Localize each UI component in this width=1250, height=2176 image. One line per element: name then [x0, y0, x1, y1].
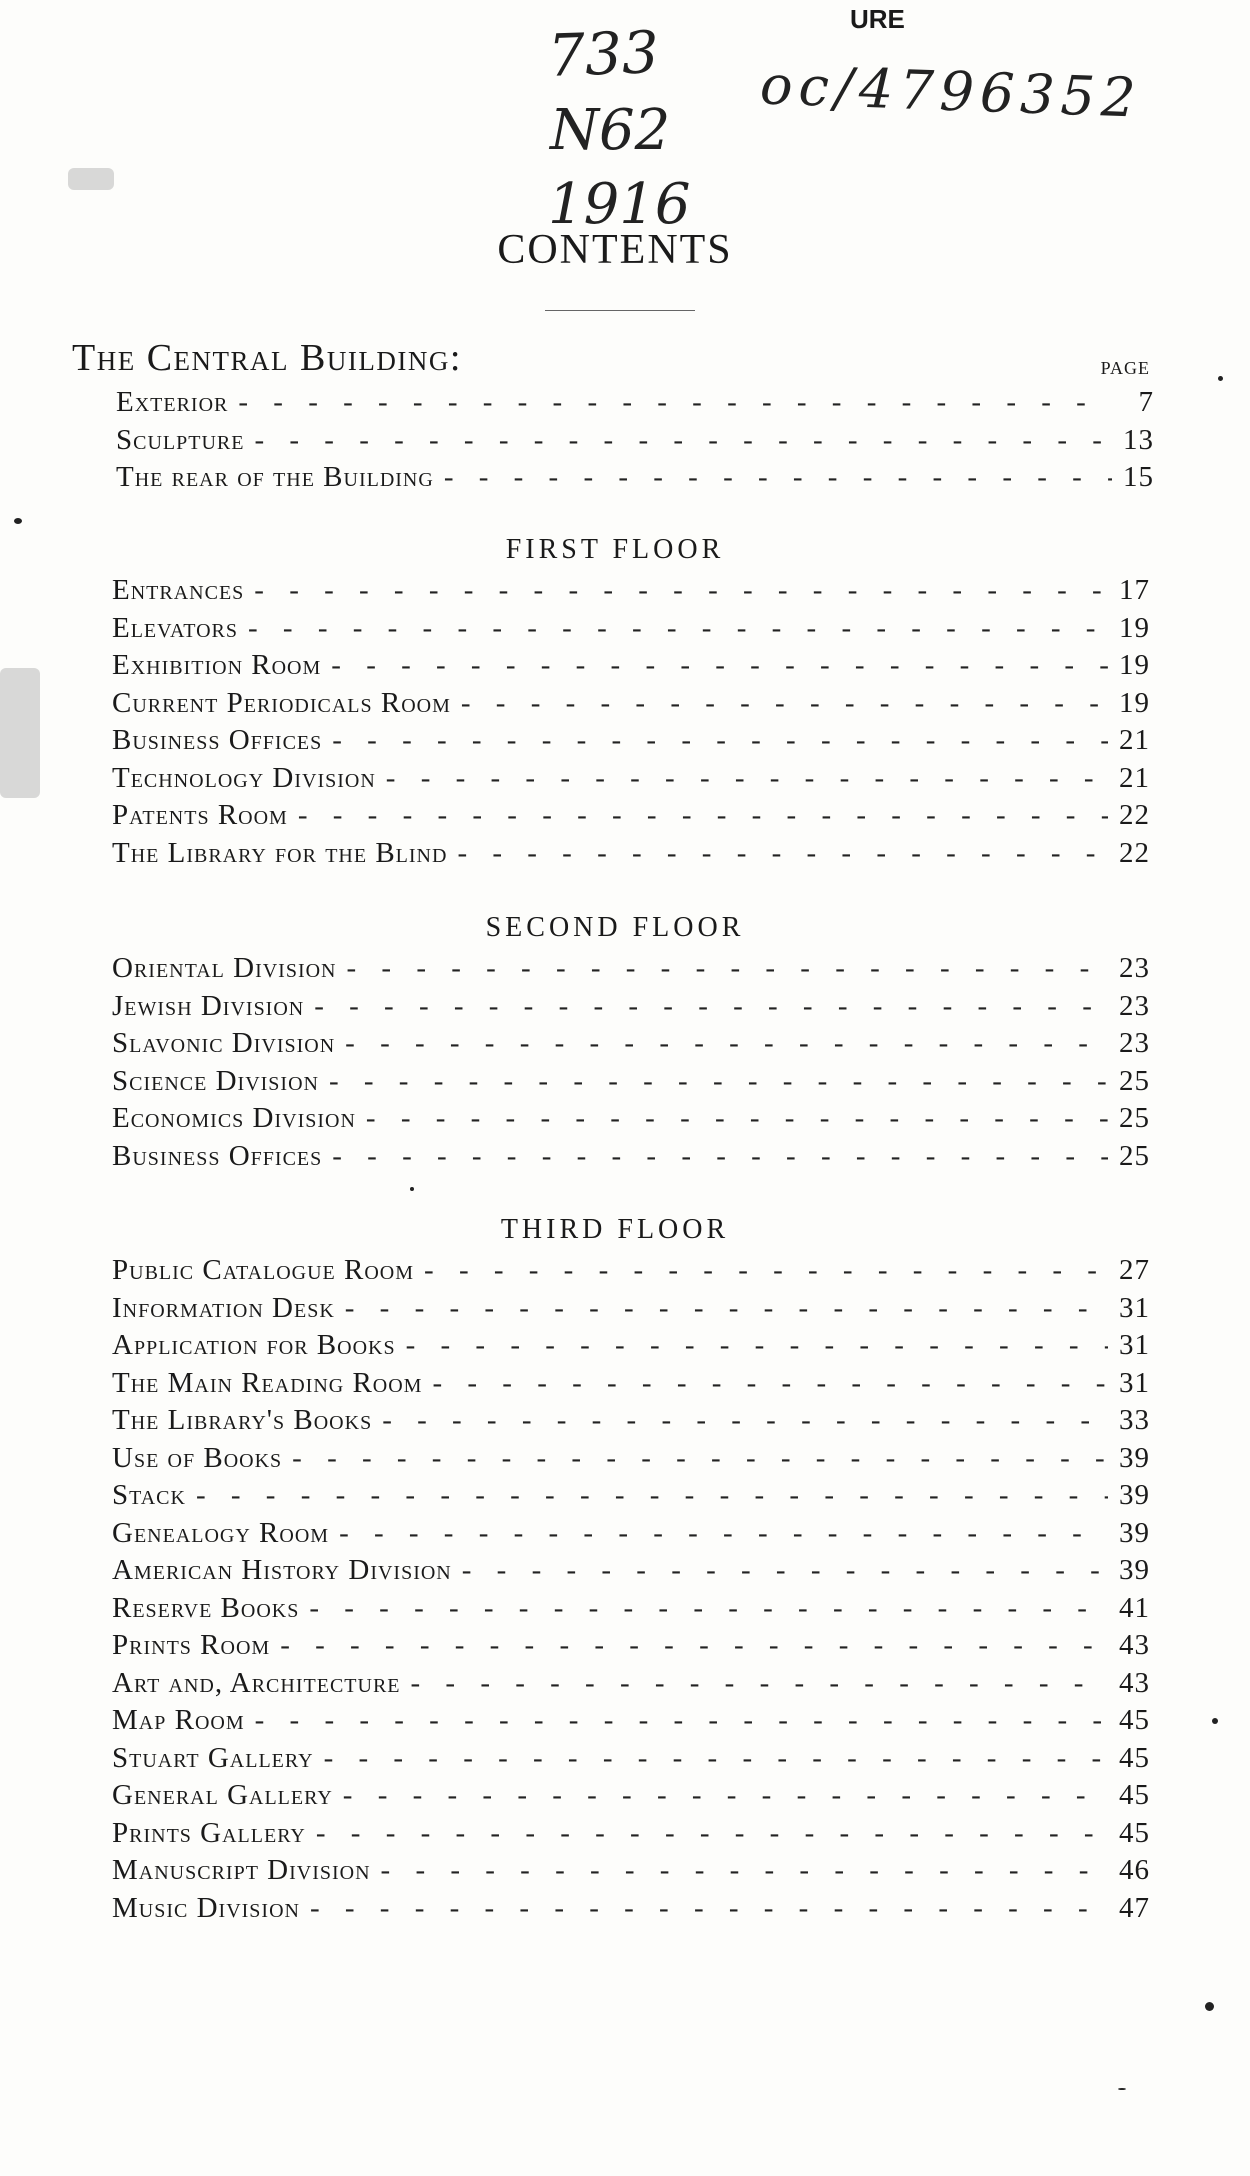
toc-entry — [112, 1554, 1150, 1592]
scan-speck — [1118, 2088, 1126, 2090]
dot-leader — [382, 1404, 1108, 1437]
toc-entry — [112, 952, 1150, 990]
toc-entry-label: Business Offices — [112, 724, 323, 756]
toc-entry-page: 25 — [1119, 1064, 1150, 1097]
toc-entry-label: American History Division — [112, 1554, 452, 1586]
dot-leader — [310, 1892, 1108, 1925]
first-floor-heading: FIRST FLOOR — [505, 534, 725, 565]
toc-entry — [112, 1629, 1150, 1667]
dot-leader — [381, 1854, 1108, 1887]
toc-entry — [116, 424, 1154, 462]
toc-entry-label: General Gallery — [112, 1779, 333, 1811]
toc-entry-label: Prints Room — [112, 1629, 271, 1661]
toc-entry-page: 31 — [1119, 1366, 1150, 1399]
toc-entry-label: The Main Reading Room — [112, 1366, 423, 1399]
toc-entry-page: 15 — [1123, 461, 1154, 493]
toc-entry-label: Stack — [112, 1479, 186, 1511]
dot-leader — [345, 1027, 1108, 1060]
toc-entry — [112, 724, 1150, 762]
toc-entry-label: Patents Room — [112, 799, 288, 831]
toc-entry-label: The Library for the Blind — [112, 836, 448, 869]
toc-entry — [112, 1027, 1150, 1065]
dot-leader — [432, 1367, 1108, 1400]
toc-entry-page: 45 — [1119, 1704, 1150, 1736]
dot-leader — [386, 762, 1108, 795]
toc-entry-label: Stuart Gallery — [112, 1741, 314, 1774]
second-floor-heading: SECOND FLOOR — [485, 912, 745, 943]
toc-entry — [112, 799, 1150, 837]
dot-leader — [461, 687, 1108, 720]
toc-entry-label: Sculpture — [116, 423, 245, 456]
dot-leader — [339, 1517, 1108, 1550]
toc-entry-page: 25 — [1119, 1139, 1150, 1172]
toc-entry-page: 39 — [1119, 1479, 1150, 1511]
toc-entry — [112, 649, 1150, 687]
dot-leader — [254, 424, 1112, 457]
toc-entry-label: Public Catalogue Room — [112, 1254, 415, 1286]
central-building-heading: The Central Building: — [72, 337, 462, 379]
toc-entry-page: 33 — [1119, 1404, 1150, 1436]
toc-entry-label: Elevators — [112, 611, 239, 644]
dot-leader — [196, 1479, 1108, 1512]
toc-entry — [112, 1140, 1150, 1178]
toc-entry — [112, 837, 1150, 875]
toc-entry — [112, 1892, 1150, 1930]
dot-leader — [292, 1442, 1108, 1475]
toc-entry-page: 39 — [1119, 1554, 1150, 1586]
dot-leader — [316, 1817, 1108, 1850]
toc-entry — [112, 1329, 1150, 1367]
toc-entry-page: 13 — [1123, 423, 1154, 456]
toc-entry — [112, 1367, 1150, 1405]
toc-entry-label: The Library's Books — [112, 1404, 373, 1436]
toc-entry — [112, 1479, 1150, 1517]
toc-entry-page: 22 — [1119, 799, 1150, 831]
toc-first-floor-list — [112, 574, 1150, 874]
toc-entry-page: 31 — [1119, 1329, 1150, 1361]
toc-entry-label: Manuscript Division — [112, 1854, 371, 1886]
toc-entry-label: Science Division — [112, 1064, 319, 1097]
handwritten-catalog-number: oc/4796352 — [759, 53, 1143, 130]
toc-entry-label: Business Offices — [112, 1139, 323, 1172]
dot-leader — [457, 837, 1108, 870]
toc-entry — [112, 1817, 1150, 1855]
toc-entry — [112, 574, 1150, 612]
dot-leader — [254, 574, 1108, 607]
dot-leader — [329, 1065, 1108, 1098]
dot-leader — [309, 1592, 1108, 1625]
toc-entry — [112, 1704, 1150, 1742]
toc-entry-page: 45 — [1119, 1779, 1150, 1811]
scan-speck — [410, 1187, 414, 1191]
toc-entry — [112, 1592, 1150, 1630]
toc-entry — [112, 1442, 1150, 1480]
toc-entry-page: 31 — [1119, 1291, 1150, 1324]
library-stamp: URE — [850, 4, 905, 34]
scan-speck — [14, 518, 22, 524]
toc-entry-label: The rear of the Building — [116, 461, 434, 493]
dot-leader — [444, 461, 1112, 494]
dot-leader — [343, 1779, 1108, 1812]
toc-entry-label: Oriental Division — [112, 952, 337, 984]
toc-entry-page: 19 — [1119, 611, 1150, 644]
toc-entry-page: 46 — [1119, 1854, 1150, 1886]
scan-speck — [1205, 2002, 1214, 2011]
toc-entry-page: 43 — [1119, 1666, 1150, 1699]
scan-smudge — [68, 168, 114, 190]
dot-leader — [345, 1292, 1108, 1325]
toc-entry-page: 45 — [1119, 1741, 1150, 1774]
toc-entry-label: Music Division — [112, 1891, 300, 1924]
handwritten-call-number-2: N62 — [550, 98, 671, 163]
dot-leader — [255, 1704, 1108, 1737]
toc-entry-page: 23 — [1119, 989, 1150, 1022]
scan-smudge — [0, 668, 40, 798]
toc-entry — [112, 1065, 1150, 1103]
scan-speck — [1212, 1718, 1218, 1724]
toc-entry-label: Use of Books — [112, 1441, 283, 1474]
handwritten-call-number-3: 1916 — [548, 172, 691, 237]
dot-leader — [411, 1667, 1109, 1700]
toc-entry — [112, 1254, 1150, 1292]
dot-leader — [314, 990, 1108, 1023]
handwritten-call-number-1: 733 — [546, 18, 660, 90]
page-title: CONTENTS — [497, 227, 733, 273]
toc-entry-label: Exterior — [116, 386, 229, 418]
toc-entry — [112, 687, 1150, 725]
toc-entry-page: 47 — [1119, 1891, 1150, 1924]
toc-entry — [112, 1667, 1150, 1705]
toc-entry-page: 17 — [1119, 574, 1150, 606]
toc-entry-label: Exhibition Room — [112, 649, 322, 681]
toc-entry-page: 21 — [1119, 724, 1150, 756]
toc-entry-page: 21 — [1119, 761, 1150, 794]
dot-leader — [366, 1102, 1108, 1135]
toc-entry-page: 39 — [1119, 1441, 1150, 1474]
toc-entry-page: 41 — [1119, 1591, 1150, 1624]
toc-entry-label: Application for Books — [112, 1329, 396, 1361]
toc-entry-page: 22 — [1119, 836, 1150, 869]
toc-entry-label: Slavonic Division — [112, 1027, 336, 1059]
toc-entry-page: 25 — [1119, 1102, 1150, 1134]
toc-entry — [112, 990, 1150, 1028]
toc-entry — [112, 612, 1150, 650]
toc-entry-page: 27 — [1119, 1254, 1150, 1286]
toc-building-list — [116, 386, 1154, 499]
page-column-label: PAGE — [1100, 358, 1150, 378]
toc-entry — [112, 1517, 1150, 1555]
toc-entry-label: Reserve Books — [112, 1591, 300, 1624]
dot-leader — [406, 1329, 1108, 1362]
toc-entry-page: 23 — [1119, 1027, 1150, 1059]
toc-entry — [116, 386, 1154, 424]
toc-entry-page: 45 — [1119, 1816, 1150, 1849]
dot-leader — [424, 1254, 1108, 1287]
dot-leader — [462, 1554, 1108, 1587]
dot-leader — [248, 612, 1108, 645]
toc-entry-label: Jewish Division — [112, 989, 305, 1022]
dot-leader — [298, 799, 1108, 832]
toc-second-floor-list — [112, 952, 1150, 1177]
dot-leader — [332, 1140, 1108, 1173]
toc-entry-label: Map Room — [112, 1704, 245, 1736]
toc-entry-label: Technology Division — [112, 761, 376, 794]
toc-entry-label: Prints Gallery — [112, 1816, 306, 1849]
toc-third-floor-list — [112, 1254, 1150, 1929]
title-rule — [545, 310, 695, 311]
toc-entry — [112, 1854, 1150, 1892]
toc-entry-label: Economics Division — [112, 1102, 356, 1134]
dot-leader — [332, 724, 1108, 757]
toc-entry — [112, 1742, 1150, 1780]
scan-speck — [1218, 376, 1223, 381]
toc-entry-label: Entrances — [112, 574, 245, 606]
dot-leader — [324, 1742, 1108, 1775]
toc-entry-page: 43 — [1119, 1629, 1150, 1661]
toc-entry-label: Art and, Architecture — [112, 1666, 401, 1699]
toc-entry-page: 7 — [1138, 386, 1154, 418]
toc-entry-page: 39 — [1119, 1516, 1150, 1549]
third-floor-heading: THIRD FLOOR — [500, 1214, 730, 1245]
toc-entry-page: 19 — [1119, 649, 1150, 681]
toc-entry — [112, 1102, 1150, 1140]
dot-leader — [347, 952, 1108, 985]
toc-entry — [112, 1292, 1150, 1330]
dot-leader — [238, 386, 1112, 419]
toc-entry-label: Current Periodicals Room — [112, 686, 451, 719]
dot-leader — [331, 649, 1108, 682]
toc-entry — [116, 461, 1154, 499]
toc-entry — [112, 762, 1150, 800]
toc-entry-label: Genealogy Room — [112, 1516, 330, 1549]
toc-entry — [112, 1779, 1150, 1817]
dot-leader — [280, 1629, 1108, 1662]
toc-entry — [112, 1404, 1150, 1442]
toc-entry-page: 23 — [1119, 952, 1150, 984]
toc-entry-label: Information Desk — [112, 1291, 335, 1324]
toc-entry-page: 19 — [1119, 686, 1150, 719]
